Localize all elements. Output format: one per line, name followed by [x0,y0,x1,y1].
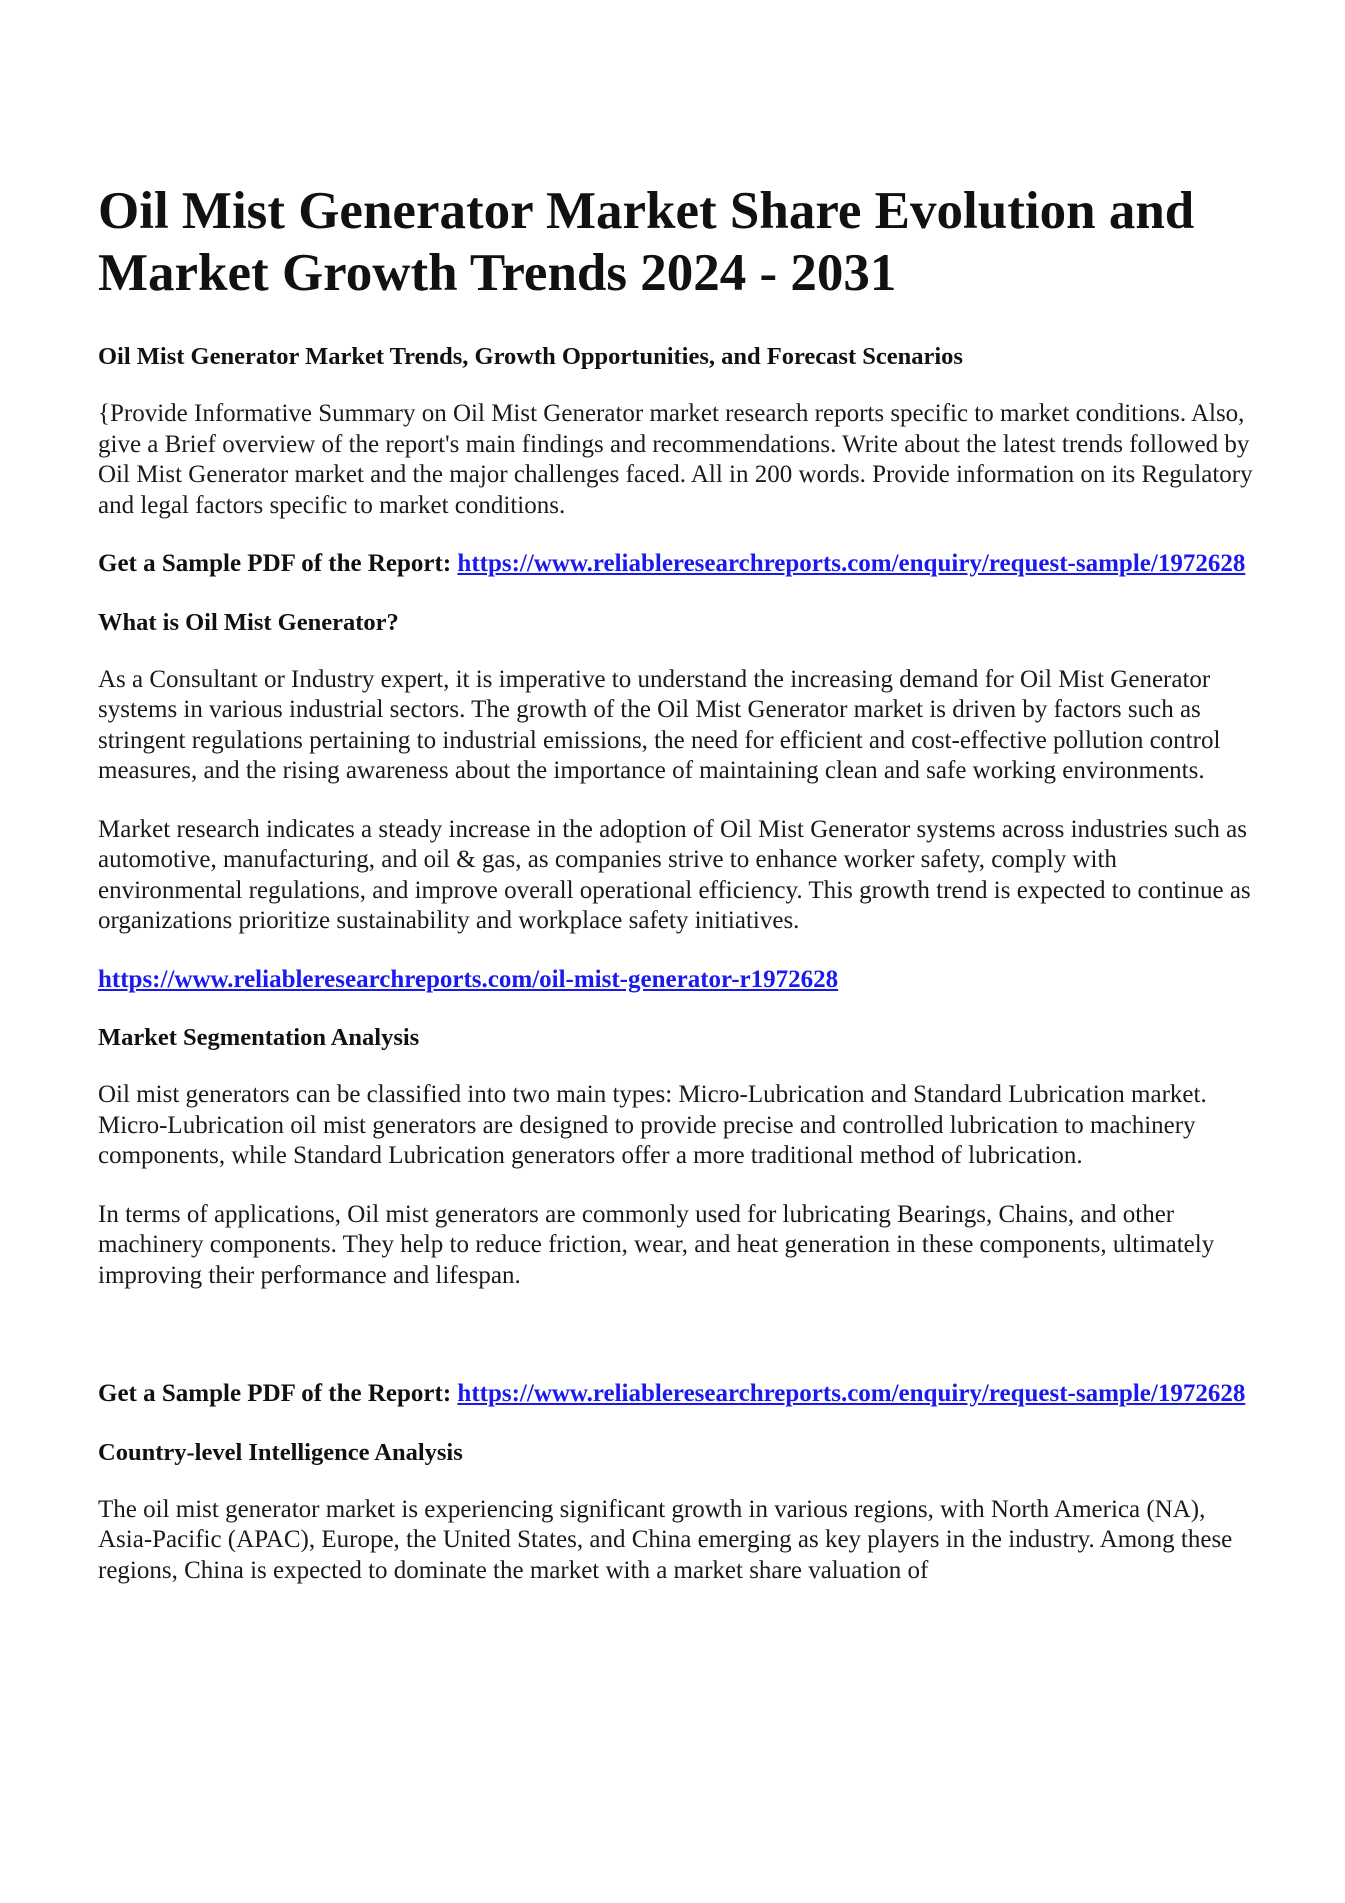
report-link[interactable]: https://www.reliableresearchreports.com/oil-mist-generator-r1972628 [98,965,839,993]
section-spacer [98,1319,1258,1379]
country-heading: Country-level Intelligence Analysis [98,1438,463,1466]
document-page [98,180,1258,1614]
sample-pdf-link-1[interactable]: https://www.reliableresearchreports.com/enquiry/request-sample/1972628 [457,550,1246,577]
country-paragraph-1: The oil mist generator market is experiencing significant growth in various regions, with North America (NA), Asia-Pacific (APAC), Europe, the United States, and China emerging as key players in the industry. Among these regions, China is expected to dominate the market with a market share valuation of [98,1495,1233,1584]
sample-pdf-line-2 [98,1379,1258,1410]
sample-pdf-label-2: Get a Sample PDF of the Report: [98,1380,458,1407]
what-is-paragraph-1: As a Consultant or Industry expert, it is imperative to understand the increasing demand for Oil Mist Generator systems in various industrial sectors. The growth of the Oil Mist Generator market is driven by factors such as stringent regulations pertaining to industrial emissions, the need for efficient and cost-effective pollution control measures, and the rising awareness about the importance of maintaining clean and safe working environments. [98,665,1221,784]
subtitle-heading: Oil Mist Generator Market Trends, Growth Opportunities, and Forecast Scenarios [98,343,963,370]
segmentation-heading: Market Segmentation Analysis [98,1024,420,1051]
what-is-paragraph-2: Market research indicates a steady increase in the adoption of Oil Mist Generator systems across industries such as automotive, manufacturing, and oil & gas, as companies strive to enhance worker safety, comply with environmental regulations, and improve overall operational efficiency. This growth trend is expected to continue as organizations prioritize sustainability and workplace safety initiatives. [98,815,1251,934]
segmentation-paragraph-2: In terms of applications, Oil mist generators are commonly used for lubricating Bearings, Chains, and other machinery components. They help to reduce friction, wear, and heat generation in these components, ultimately improving their performance and lifespan. [98,1200,1215,1289]
sample-pdf-line-1 [98,549,1258,580]
intro-paragraph: {Provide Informative Summary on Oil Mist Generator market research reports specific to market conditions. Also, give a Brief overview of the report's main findings and recommendations. Write about the latest trends followed by Oil Mist Generator market and the major challenges faced. All in 200 words. Provide information on its Regulatory and legal factors specific to market conditions. [98,400,1253,519]
report-link-line [98,965,1258,996]
sample-pdf-link-2[interactable]: https://www.reliableresearchreports.com/enquiry/request-sample/1972628 [457,1380,1246,1407]
segmentation-paragraph-1: Oil mist generators can be classified into two main types: Micro-Lubrication and Standard Lubrication market. Micro-Lubrication oil mist generators are designed to provide precise and controlled lubrication to machinery components, while Standard Lubrication generators offer a more traditional method of lubrication. [98,1081,1207,1169]
what-is-heading: What is Oil Mist Generator? [98,608,399,636]
page-title: Oil Mist Generator Market Share Evolution and Market Growth Trends 2024 - 2031 [98,182,1195,302]
sample-pdf-label-1: Get a Sample PDF of the Report: [98,550,458,577]
